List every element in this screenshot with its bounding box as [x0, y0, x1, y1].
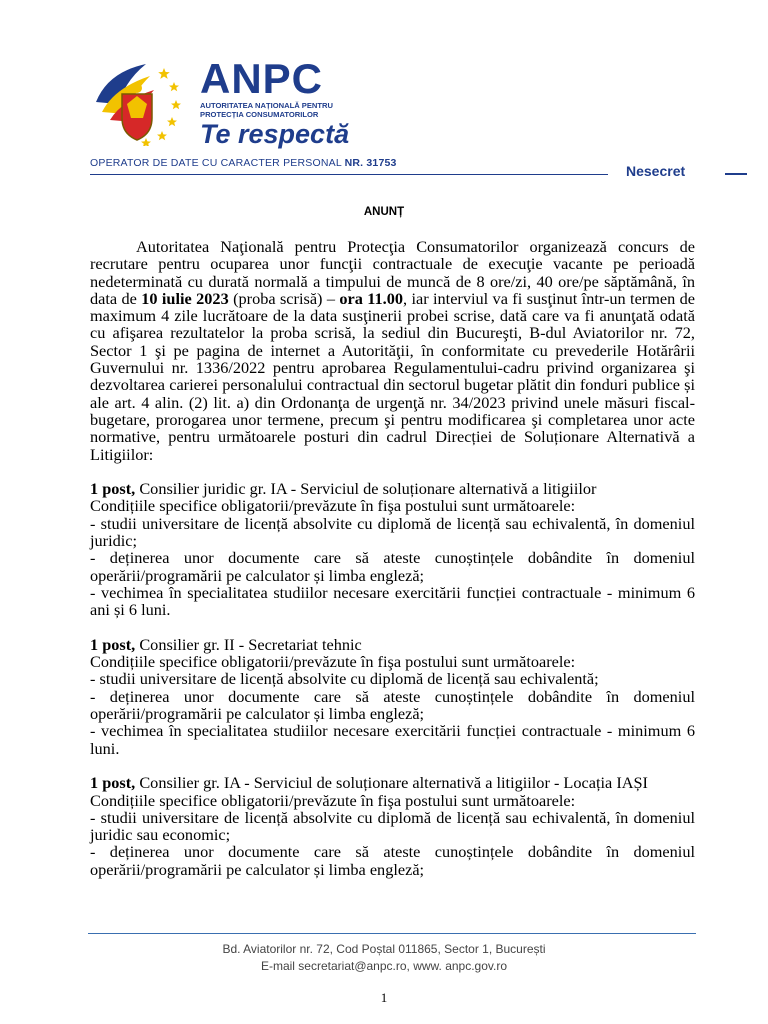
condition-item: - studii universitare de licență absolvite cu diplomă de licență sau echivalentă, în domeniul juridic; — [90, 513, 695, 551]
position-heading — [90, 636, 695, 653]
operator-number: NR. 31753 — [344, 157, 397, 169]
position-count: 1 post, — [90, 479, 136, 499]
anpc-logo-emblem — [88, 54, 183, 146]
position-title: Consilier gr. II - Secretariat tehnic — [135, 634, 362, 654]
position-title: Consilier gr. IA - Serviciul de soluționare alternativă a litigiilor - Locația IAȘI — [135, 773, 648, 793]
intro-paragraph — [90, 238, 695, 463]
condition-item: - studii universitare de licență absolvite cu diplomă de licență sau echivalentă; — [90, 669, 599, 689]
condition-item: - vechimea în specialitatea studiilor necesare exercitării funcției contractuale - minimum 6 ani și 6 luni. — [90, 582, 695, 620]
footer-divider — [88, 933, 696, 934]
footer-contact: E-mail secretariat@anpc.ro, www. anpc.gov.ro — [260, 959, 508, 973]
conditions-intro: Condițiile specifice obligatorii/prevăzute în fişa postului sunt următoarele: — [90, 652, 576, 672]
condition-item: - deținerea unor documente care să ateste cunoștințele dobândite în domeniul operării/programării pe calculator și limba engleză; — [90, 842, 695, 879]
condition-item: - studii universitare de licență absolvite cu diplomă de licență sau echivalentă, în domeniul juridic sau economic; — [90, 807, 695, 845]
condition-item: - deținerea unor documente care să ateste cunoștințele dobândite în domeniul operării/programării pe calculator și limba engleză; — [90, 686, 695, 724]
classification-dash — [725, 173, 747, 175]
position-1 — [90, 480, 695, 618]
document-body — [90, 238, 695, 878]
position-count: 1 post, — [90, 773, 136, 793]
footer — [0, 941, 768, 975]
footer-address: Bd. Aviatorilor nr. 72, Cod Poștal 011865, Sector 1, București — [222, 942, 546, 956]
position-heading — [90, 774, 695, 791]
operator-text: OPERATOR DE DATE CU CARACTER PERSONAL — [90, 157, 342, 169]
page-number: 1 — [380, 990, 388, 1005]
position-heading — [90, 480, 695, 497]
classification-label: Nesecret — [626, 163, 686, 179]
intro-part2: (proba scrisă) – — [228, 288, 340, 308]
position-count: 1 post, — [90, 634, 136, 654]
brand-tagline: Te respectă — [200, 119, 350, 149]
condition-item: - vechimea în specialitatea studiilor necesare exercitării funcției contractuale - minimum 6 luni. — [90, 721, 695, 758]
brand-name: ANPC — [200, 55, 324, 102]
position-title: Consilier juridic gr. IA - Serviciul de soluționare alternativă a litigiilor — [135, 479, 597, 499]
condition-item: - deținerea unor documente care să ateste cunoștințele dobândite în domeniul operării/programării pe calculator și limba engleză; — [90, 548, 695, 585]
position-2 — [90, 636, 695, 757]
header-divider — [90, 174, 608, 175]
document-title: ANUNȚ — [363, 206, 405, 218]
brand-subtitle: AUTORITATEA NAȚIONALĂ PENTRU PROTECȚIA CONSUMATORILOR — [200, 101, 334, 119]
exam-date: 10 iulie 2023 — [141, 288, 229, 308]
position-3 — [90, 774, 695, 878]
intro-part3: , iar interviul va fi susţinut într-un termen de maximum 4 zile lucrătoare de la data susţinerii probei scrise, dată care va fi anunţată odată cu afişarea rezultatelor la proba scrisă, la sediul din Bucureşti, B-dul Aviatorilor nr. 72, Sector 1 şi pe pagina de internet a Autorităţii, în conformitate cu prevederile Hotărârii Guvernului nr. 1336/2022 pentru aprobarea Regulamentului-cadru privind organizarea şi dezvoltarea carierei personalului contractual din sectorul bugetar plătit din fonduri publice și ale art. 4 alin. (2) lit. a) din Ordonanţa de urgenţă nr. 34/2023 privind unele măsuri fiscal-bugetare, prorogarea unor termene, precum şi pentru modificarea şi completarea unor acte normative, pentru următoarele posturi din cadrul Direcției de Soluționare Alternativă a Litigiilor: — [90, 288, 695, 464]
intro-part1: Autoritatea Naţională pentru Protecţia Consumatorilor organizează concurs de recrutare pentru ocuparea unor funcţii contractuale de execuţie vacante pe perioadă nedeterminată cu durată normală a timpului de muncă de 8 ore/zi, 40 ore/pe săptămână, în data de — [90, 237, 695, 308]
conditions-intro: Condițiile specifice obligatorii/prevăzute în fişa postului sunt următoarele: — [90, 496, 576, 516]
exam-time: ora 11.00 — [339, 288, 403, 308]
brand-block — [200, 55, 360, 149]
operator-line — [90, 157, 397, 169]
conditions-intro: Condițiile specifice obligatorii/prevăzute în fişa postului sunt următoarele: — [90, 790, 576, 810]
